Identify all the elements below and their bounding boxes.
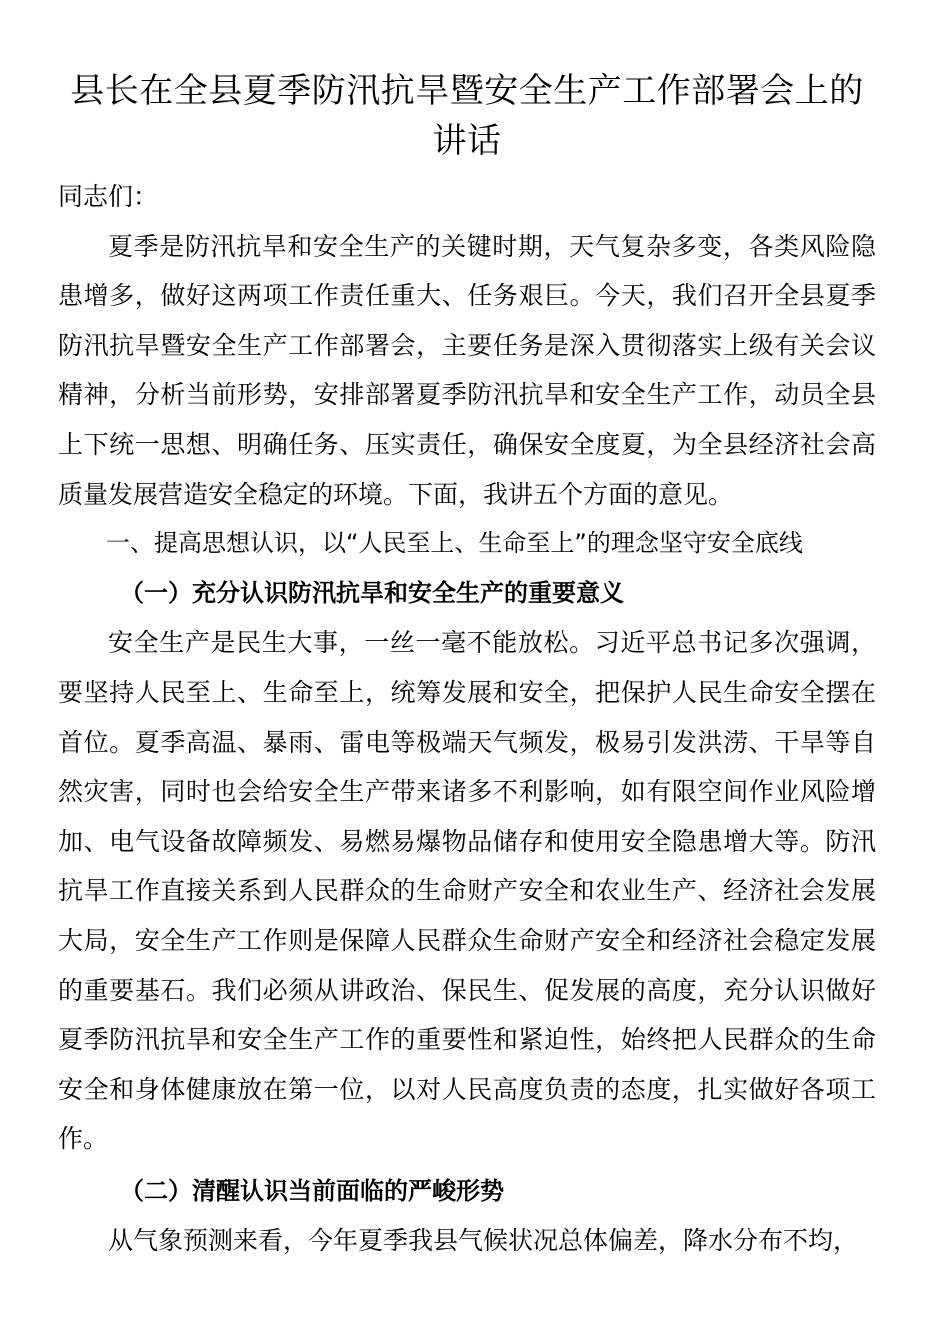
subsection-1-paragraph: 安全生产是民生大事，一丝一毫不能放松。习近平总书记多次强调，要坚持人民至上、生命至上，统筹发展和安全，把保护人民生命安全摆在首位。夏季高温、暴雨、雷电等极端天气频发，极易引发洪涝、干旱等自然灾害，同时也会给安全生产带来诸多不利影响，如有限空间作业风险增加、电气设备故障频发、易燃易爆物品储存和使用安全隐患增大等。防汛抗旱工作直接关系到人民群众的生命财产安全和农业生产、经济社会发展大局，安全生产工作则是保障人民群众生命财产安全和经济社会稳定发展的重要基石。我们必须从讲政治、保民生、促发展的高度，充分认识做好夏季防汛抗旱和安全生产工作的重要性和紧迫性，始终把人民群众的生命安全和身体健康放在第一位，以对人民高度负责的态度，扎实做好各项工作。 (58, 628, 876, 1154)
subsection-2-paragraph: 从气象预测来看，今年夏季我县气候状况总体偏差，降水分布不均， (108, 1226, 859, 1256)
document-title: 县长在全县夏季防汛抗旱暨安全生产工作部署会上的讲话 (70, 71, 864, 161)
intro-paragraph: 夏季是防汛抗旱和安全生产的关键时期，天气复杂多变，各类风险隐患增多，做好这两项工作责任重大、任务艰巨。今天，我们召开全县夏季防汛抗旱暨安全生产工作部署会，主要任务是深入贯彻落实上级有关会议精神，分析当前形势，安排部署夏季防汛抗旱和安全生产工作，动员全县上下统一思想、明确任务、压实责任，确保安全度夏，为全县经济社会高质量发展营造安全稳定的环境。下面，我讲五个方面的意见。 (58, 231, 876, 509)
salutation: 同志们： (58, 182, 159, 211)
subsection-2-heading: （二）清醒认识当前面临的严峻形势 (120, 1176, 504, 1205)
subsection-1-heading: （一）充分认识防汛抗旱和安全生产的重要意义 (120, 578, 624, 607)
section-1-heading: 一、提高思想认识，以“人民至上、生命至上”的理念坚守安全底线 (106, 529, 803, 558)
